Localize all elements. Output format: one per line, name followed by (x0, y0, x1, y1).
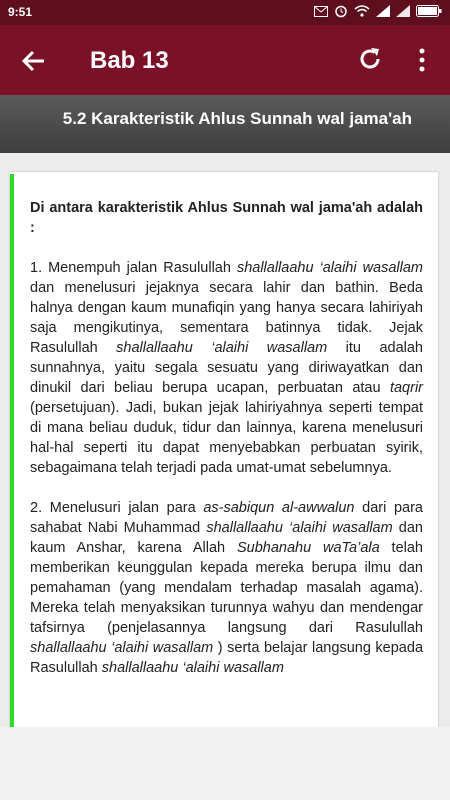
mail-icon (314, 6, 328, 20)
app-toolbar (0, 25, 450, 95)
paragraph-2 (30, 498, 423, 678)
bottom-panel (0, 727, 450, 800)
content-card (10, 172, 438, 772)
refresh-button[interactable] (356, 45, 384, 73)
italic-run: shallallaahu ‘alaihi wasallam (116, 340, 328, 356)
italic-run: shallallaahu ‘alaihi wasallam (101, 660, 284, 676)
intro-paragraph: Di antara karakteristik Ahlus Sunnah wal jama'ah adalah : (30, 200, 423, 236)
italic-run: shallallaahu ‘alaihi wasallam (206, 520, 393, 536)
arrow-left-icon (18, 45, 50, 77)
accent-bar (10, 174, 14, 772)
status-time: 9:51 (8, 5, 33, 19)
signal-icon (396, 5, 410, 20)
text-run: 2. Menelusuri jalan para (30, 500, 204, 516)
refresh-icon (356, 45, 384, 73)
text-run: dan menelusuri jejaknya secara lahir dan bathin. Beda halnya dengan kaum munafiqin yang hanya secara lahiriyah saja mengikutinya, sementara batinnya tidak. Jejak Rasulullah (30, 280, 423, 356)
status-icons (314, 4, 442, 21)
text-run: itu adalah sunnahnya, yaitu segala sesuatu yang diriwayatkan dan dinukil dari beliau berupa ucapan, perbuatan atau (30, 340, 423, 396)
overflow-menu-button[interactable] (410, 45, 434, 75)
italic-run: shallallaahu ‘alaihi wasallam (30, 640, 214, 656)
text-run: dan kaum Anshar, karena Allah (30, 520, 423, 556)
article-text (30, 198, 423, 698)
battery-icon (416, 5, 442, 20)
section-heading: 5.2 Karakteristik Ahlus Sunnah wal jama'ah (62, 109, 412, 128)
more-vert-icon (410, 45, 434, 75)
status-bar (0, 0, 450, 25)
text-run: (persetujuan). Jadi, bukan jejak lahiriyahnya seperti tempat di mana beliau duduk, tidur dan lainnya, karena menelusuri hal-hal seperti itu dapat menyebabkan perbuatan syirik, sebagaimana telah terjadi pada umat-umat sebelumnya. (30, 400, 423, 476)
italic-run: Subhanahu waTa’ala (236, 540, 380, 556)
wifi-icon (354, 5, 370, 20)
italic-run: as-sabiqun al-awwalun (203, 500, 355, 516)
text-run: dari para sahabat Nabi Muhammad (30, 500, 423, 536)
paragraph-1 (30, 258, 423, 478)
text-run: telah memberikan keunggulan kepada mereka berupa ilmu dan pemahaman (yang mendalam terhadap masalah agama). Mereka telah menyaksikan turunnya wahyu dan mendengar tafsirnya (penjelasannya langsung dari Rasulullah (30, 540, 423, 636)
text-run: ) serta belajar langsung kepada Rasulullah (30, 640, 424, 676)
italic-run: taqrir (389, 380, 423, 396)
alarm-icon (334, 4, 348, 21)
page-title: Bab 13 (90, 47, 169, 74)
text-run: 1. Menempuh jalan Rasulullah (30, 260, 237, 276)
signal-icon (376, 5, 390, 20)
section-header (0, 95, 450, 153)
italic-run: shallallaahu ‘alaihi wasallam (236, 260, 424, 276)
back-button[interactable] (18, 45, 50, 77)
